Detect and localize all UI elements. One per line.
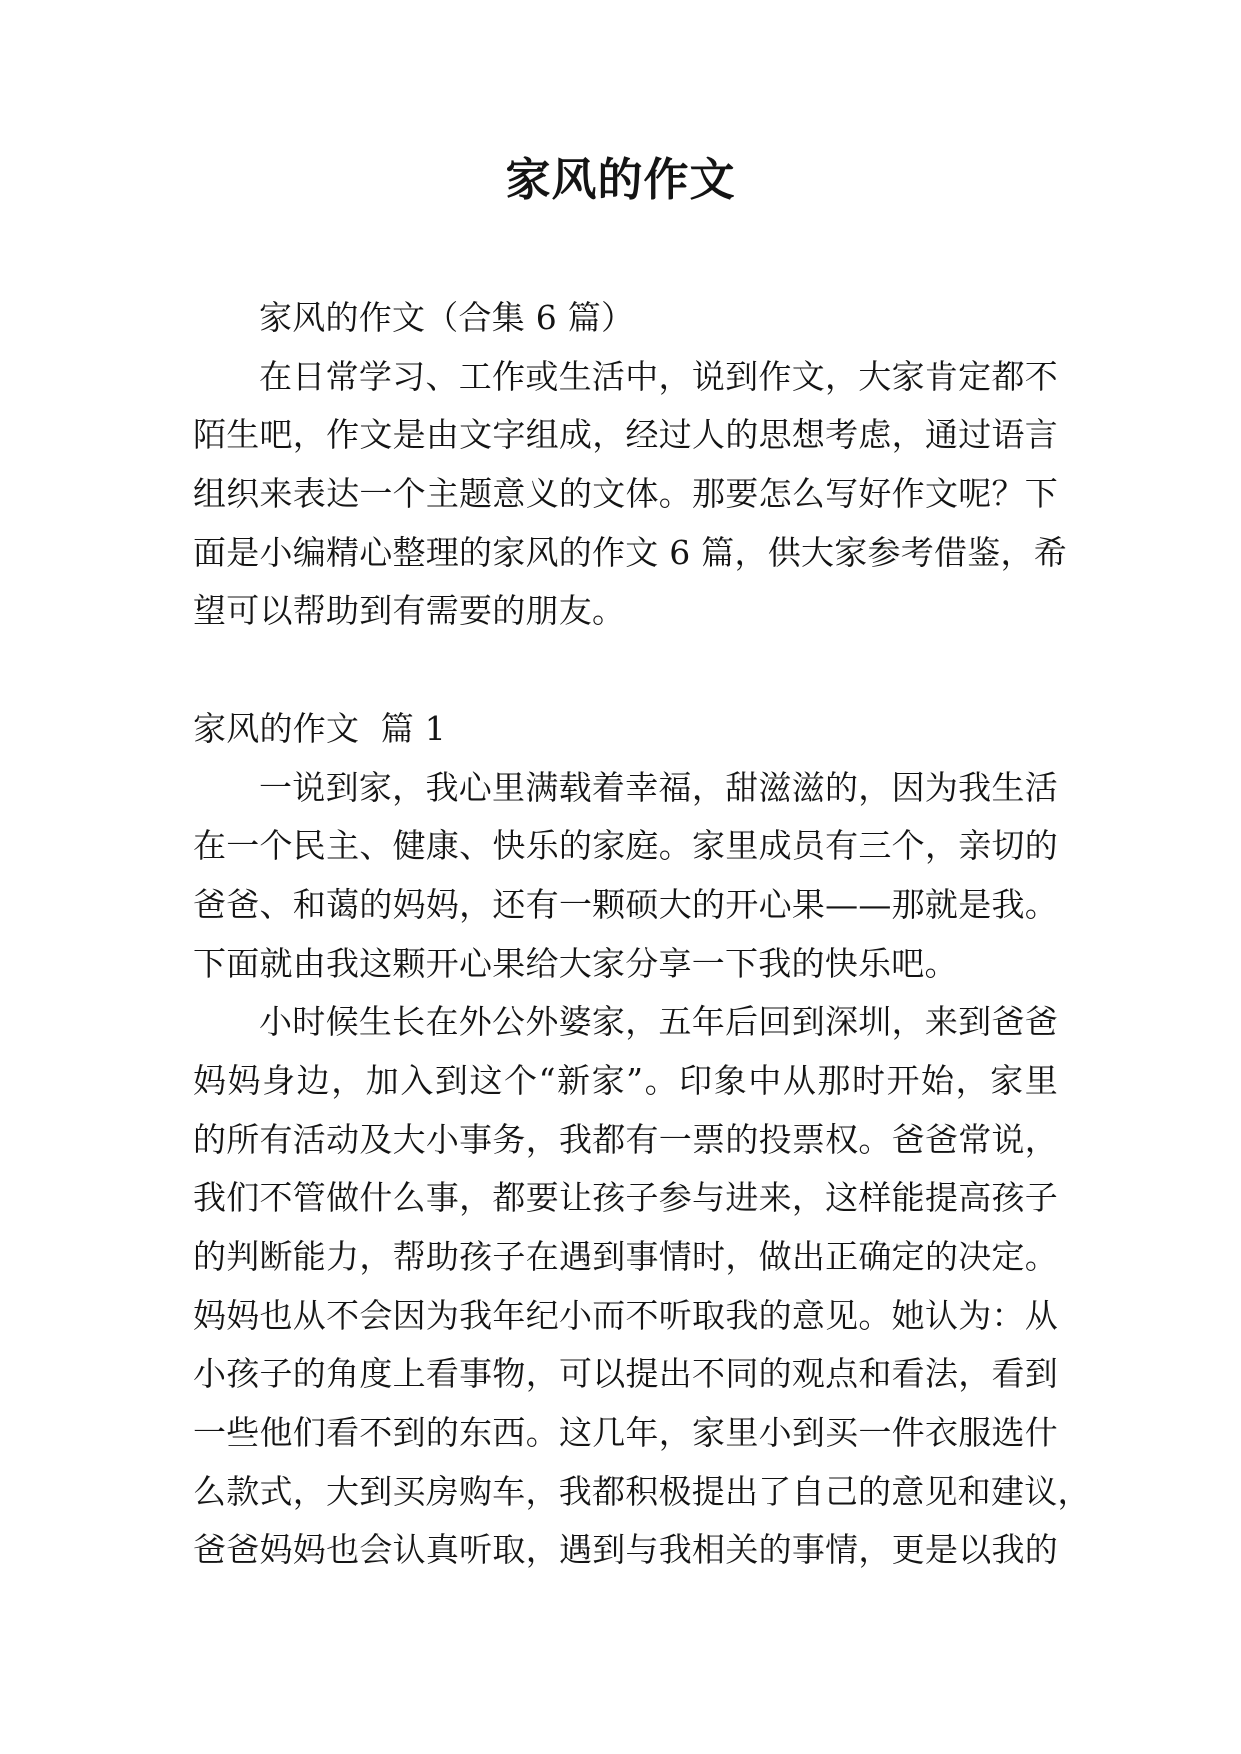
paragraph-line: 小时候生长在外公外婆家，五年后回到深圳，来到爸爸 xyxy=(259,1002,1058,1042)
paragraph-line: 妈妈身边，加入到这个“新家”。印象中从那时开始，家里 xyxy=(193,1060,1058,1100)
body-paragraph xyxy=(193,759,1058,994)
intro-paragraph xyxy=(193,348,1067,641)
paragraph-line: 的所有活动及大小事务，我都有一票的投票权。爸爸常说， xyxy=(193,1119,1058,1159)
paragraph-line: 在一个民主、健康、快乐的家庭。家里成员有三个，亲切的 xyxy=(193,826,1058,866)
paragraph-line: 的判断能力，帮助孩子在遇到事情时，做出正确定的决定。 xyxy=(193,1237,1058,1276)
paragraph-line: 么款式，大到买房购车，我都积极提出了自己的意见和建议， xyxy=(193,1471,1091,1511)
paragraph-line: 爸爸、和蔼的妈妈，还有一颗硕大的开心果——那就是我。 xyxy=(193,884,1058,924)
paragraph-line: 爸爸妈妈也会认真听取，遇到与我相关的事情，更是以我的 xyxy=(193,1530,1058,1570)
paragraph-line: 面是小编精心整理的家风的作文 6 篇，供大家参考借鉴，希 xyxy=(193,532,1067,572)
paragraph-line: 一些他们看不到的东西。这几年，家里小到买一件衣服选什 xyxy=(193,1413,1058,1453)
document-title: 家风的作文 xyxy=(505,153,736,206)
body-paragraph xyxy=(193,993,1091,1580)
paragraph-line: 望可以帮助到有需要的朋友。 xyxy=(193,591,626,631)
document-body xyxy=(193,289,1091,1580)
collection-heading: 家风的作文（合集 6 篇） xyxy=(259,298,635,337)
paragraph-line: 在日常学习、工作或生活中，说到作文，大家肯定都不 xyxy=(259,356,1058,396)
paragraph-line: 一说到家，我心里满载着幸福，甜滋滋的，因为我生活 xyxy=(259,767,1058,807)
paragraph-line: 小孩子的角度上看事物，可以提出不同的观点和看法，看到 xyxy=(193,1354,1058,1394)
section-heading: 家风的作文 篇 1 xyxy=(193,708,446,748)
paragraph-line: 妈妈也从不会因为我年纪小而不听取我的意见。她认为：从 xyxy=(193,1295,1058,1335)
blank-line xyxy=(193,641,1058,700)
paragraph-line: 组织来表达一个主题意义的文体。那要怎么写好作文呢？下 xyxy=(193,474,1058,514)
paragraph-line: 下面就由我这颗开心果给大家分享一下我的快乐吧。 xyxy=(193,943,958,983)
paragraph-line: 我们不管做什么事，都要让孩子参与进来，这样能提高孩子 xyxy=(193,1178,1058,1218)
paragraph-line: 陌生吧，作文是由文字组成，经过人的思想考虑，通过语言 xyxy=(193,415,1058,455)
